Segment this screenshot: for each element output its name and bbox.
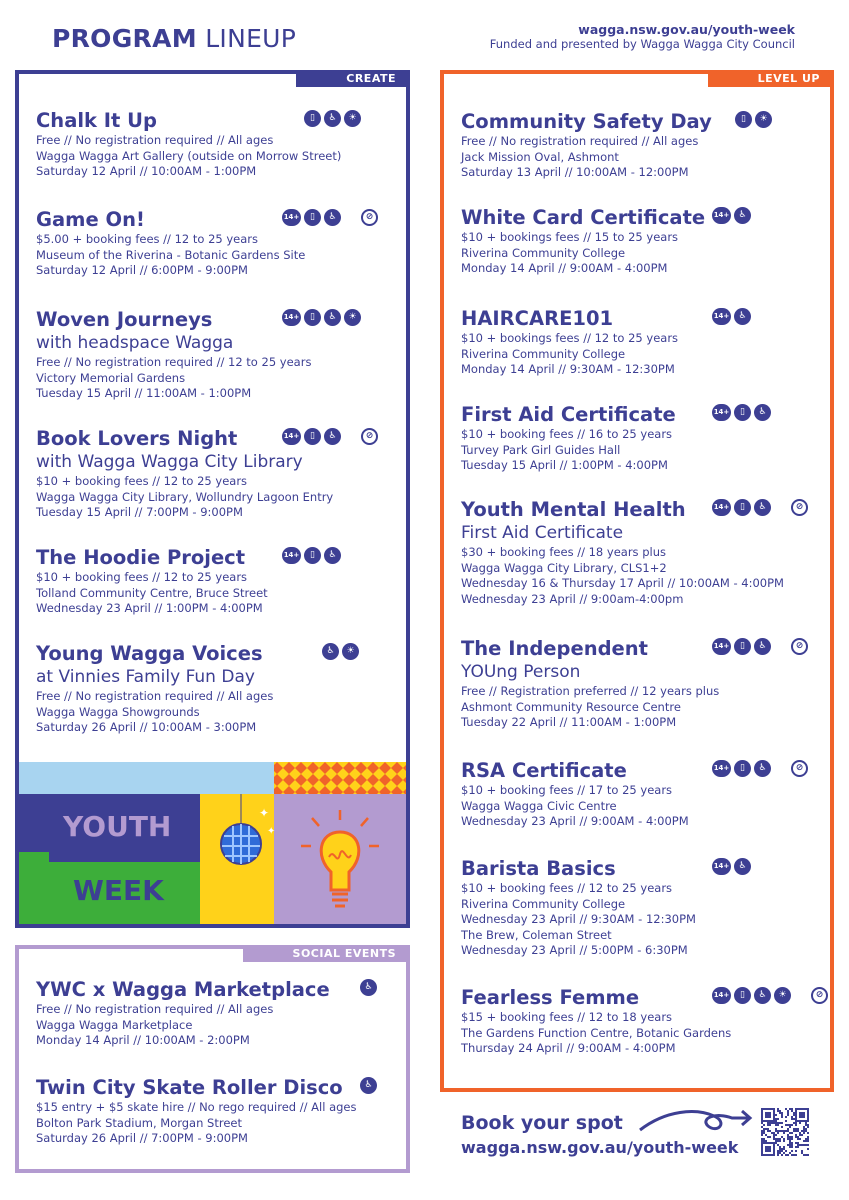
event-detail: Wednesday 23 April // 9:00am-4:00pm: [461, 591, 684, 606]
event-icons: [282, 309, 361, 326]
age-14-icon: 14+: [712, 858, 731, 875]
event-icons: [282, 209, 378, 226]
sun-icon: ☀: [344, 110, 361, 127]
event-detail: Free // No registration required // All ages: [36, 689, 274, 703]
event-detail: $10 + booking fees // 12 to 25 years: [36, 474, 248, 488]
age-14-icon: 14+: [712, 987, 731, 1004]
no-alcohol-icon: ⊘: [791, 760, 808, 777]
header-url[interactable]: wagga.nsw.gov.au/youth-week: [578, 22, 795, 37]
age-14-icon: 14+: [712, 760, 731, 777]
event-detail: Saturday 12 April // 10:00AM - 1:00PM: [36, 164, 257, 178]
qr-code-icon[interactable]: [761, 1108, 809, 1156]
title-light: LINEUP: [205, 24, 297, 53]
event-detail: Turvey Park Girl Guides Hall: [461, 442, 621, 457]
event-detail: $30 + booking fees // 18 years plus: [461, 545, 666, 559]
event-detail: Thursday 24 April // 9:00AM - 4:00PM: [461, 1041, 676, 1055]
event-detail: $5.00 + booking fees // 12 to 25 years: [36, 232, 259, 246]
event-item: [36, 641, 273, 736]
event-detail: Riverina Community College: [461, 346, 626, 361]
book-url[interactable]: wagga.nsw.gov.au/youth-week: [461, 1138, 739, 1157]
event-detail: Monday 14 April // 9:30AM - 12:30PM: [461, 362, 675, 376]
svg-text:✦: ✦: [259, 806, 270, 820]
event-item: [36, 977, 330, 1049]
event-item: [461, 758, 689, 830]
event-detail: $10 + booking fees // 17 to 25 years: [461, 783, 673, 797]
event-icons: [712, 858, 751, 875]
event-title: Game On!: [36, 208, 145, 231]
wheelchair-icon: ♿: [324, 209, 341, 226]
event-detail: Saturday 13 April // 10:00AM - 12:00PM: [461, 165, 689, 179]
event-detail: $10 + booking fees // 12 to 25 years: [461, 881, 673, 895]
event-item: [461, 636, 719, 731]
event-title: Young Wagga Voices: [36, 642, 263, 665]
no-alcohol-icon: ⊘: [361, 209, 378, 226]
event-title: Community Safety Day: [461, 110, 712, 133]
event-subtitle: First Aid Certificate: [461, 523, 624, 543]
event-detail: Wagga Wagga City Library, CLS1+2: [461, 560, 667, 575]
event-icons: [360, 979, 377, 996]
event-subtitle: with headspace Wagga: [36, 333, 234, 353]
event-item: [36, 207, 305, 279]
event-detail: Free // No registration required // 12 to 25 years: [36, 355, 312, 369]
funded-text: Funded and presented by Wagga Wagga City Council: [489, 37, 795, 51]
event-icons: [712, 404, 771, 421]
event-icons: [712, 987, 828, 1004]
event-title: YWC x Wagga Marketplace: [36, 978, 330, 1001]
event-detail: The Gardens Function Centre, Botanic Gardens: [461, 1025, 732, 1040]
event-icons: [712, 499, 808, 516]
wheelchair-icon: ♿: [754, 404, 771, 421]
wheelchair-icon: ♿: [734, 858, 751, 875]
event-detail: Wagga Wagga City Library, Wollundry Lagoon Entry: [36, 489, 334, 504]
wheelchair-icon: ♿: [324, 309, 341, 326]
sun-icon: ☀: [774, 987, 791, 1004]
event-item: [36, 307, 311, 402]
mobile-icon: ▯: [304, 209, 321, 226]
event-detail: Monday 14 April // 9:00AM - 4:00PM: [461, 261, 668, 275]
event-detail: $10 + bookings fees // 12 to 25 years: [461, 331, 679, 345]
event-detail: Wednesday 23 April // 5:00PM - 6:30PM: [461, 943, 688, 957]
wheelchair-icon: ♿: [324, 428, 341, 445]
event-title: HAIRCARE101: [461, 307, 614, 330]
event-detail: Saturday 12 April // 6:00PM - 9:00PM: [36, 263, 248, 277]
event-detail: Wagga Wagga Civic Centre: [461, 798, 617, 813]
event-detail: Wednesday 23 April // 1:00PM - 4:00PM: [36, 601, 263, 615]
event-item: [36, 108, 341, 180]
event-detail: Free // No registration required // All ages: [461, 134, 699, 148]
art-word-youth: YOUTH: [63, 810, 172, 843]
mobile-icon: ▯: [734, 987, 751, 1004]
event-detail: $10 + booking fees // 12 to 25 years: [36, 570, 248, 584]
youth-week-art: [19, 762, 406, 924]
event-item: [36, 545, 268, 617]
event-detail: $15 + booking fees // 12 to 18 years: [461, 1010, 673, 1024]
mobile-icon: ▯: [734, 404, 751, 421]
wheelchair-icon: ♿: [360, 1077, 377, 1094]
icon-spacer: [774, 499, 788, 516]
event-icons: [735, 111, 772, 128]
event-title: White Card Certificate: [461, 206, 706, 229]
event-detail: Riverina Community College: [461, 245, 626, 260]
event-title: Youth Mental Health: [461, 498, 686, 521]
icon-spacer: [774, 760, 788, 777]
age-14-icon: 14+: [712, 308, 731, 325]
event-detail: Saturday 26 April // 10:00AM - 3:00PM: [36, 720, 257, 734]
event-title: Fearless Femme: [461, 986, 640, 1009]
wheelchair-icon: ♿: [754, 760, 771, 777]
event-detail: Free // No registration required // All ages: [36, 1002, 274, 1016]
event-detail: Wagga Wagga Art Gallery (outside on Morrow Street): [36, 148, 342, 163]
wheelchair-icon: ♿: [324, 110, 341, 127]
wheelchair-icon: ♿: [754, 499, 771, 516]
wheelchair-icon: ♿: [754, 987, 771, 1004]
event-title: The Independent: [461, 637, 648, 660]
mobile-icon: ▯: [304, 110, 321, 127]
event-detail: Free // Registration preferred // 12 years plus: [461, 684, 720, 698]
create-tab: CREATE: [296, 70, 410, 87]
age-14-icon: 14+: [282, 209, 301, 226]
wheelchair-icon: ♿: [360, 979, 377, 996]
event-item: [461, 205, 705, 277]
event-detail: Wagga Wagga Marketplace: [36, 1017, 193, 1032]
page-title: [52, 24, 296, 53]
header-info: [490, 22, 795, 52]
age-14-icon: 14+: [712, 207, 731, 224]
mobile-icon: ▯: [734, 638, 751, 655]
event-icons: [282, 547, 341, 564]
icon-spacer: [794, 987, 808, 1004]
social-tab: SOCIAL EVENTS: [243, 945, 410, 962]
event-detail: Monday 14 April // 10:00AM - 2:00PM: [36, 1033, 250, 1047]
icon-spacer: [344, 209, 358, 226]
wheelchair-icon: ♿: [324, 547, 341, 564]
event-detail: Riverina Community College: [461, 896, 626, 911]
event-subtitle: with Wagga Wagga City Library: [36, 452, 303, 472]
svg-text:✦: ✦: [267, 826, 276, 837]
event-detail: Tolland Community Centre, Bruce Street: [36, 585, 268, 600]
age-14-icon: 14+: [712, 404, 731, 421]
mobile-icon: ▯: [734, 499, 751, 516]
event-title: First Aid Certificate: [461, 403, 676, 426]
wheelchair-icon: ♿: [754, 638, 771, 655]
mobile-icon: ▯: [735, 111, 752, 128]
wheelchair-icon: ♿: [734, 207, 751, 224]
mobile-icon: ▯: [304, 428, 321, 445]
event-icons: [712, 760, 808, 777]
sun-icon: ☀: [344, 309, 361, 326]
event-icons: [322, 643, 359, 660]
event-icons: [360, 1077, 377, 1094]
event-icons: [304, 110, 361, 127]
event-icons: [282, 428, 378, 445]
event-detail: Jack Mission Oval, Ashmont: [461, 149, 619, 164]
event-title: Woven Journeys: [36, 308, 213, 331]
event-detail: $10 + bookings fees // 15 to 25 years: [461, 230, 679, 244]
event-item: [461, 856, 696, 959]
event-detail: Wednesday 16 & Thursday 17 April // 10:00AM - 4:00PM: [461, 576, 784, 590]
event-detail: Victory Memorial Gardens: [36, 370, 186, 385]
event-detail: Bolton Park Stadium, Morgan Street: [36, 1115, 242, 1130]
event-subtitle: YOUng Person: [461, 662, 581, 682]
event-item: [461, 306, 678, 378]
event-detail: Saturday 26 April // 7:00PM - 9:00PM: [36, 1131, 248, 1145]
event-title: Barista Basics: [461, 857, 616, 880]
event-detail: Tuesday 15 April // 11:00AM - 1:00PM: [36, 386, 252, 400]
event-subtitle: at Vinnies Family Fun Day: [36, 667, 255, 687]
no-alcohol-icon: ⊘: [811, 987, 828, 1004]
event-detail: Free // No registration required // All ages: [36, 133, 274, 147]
event-icons: [712, 638, 808, 655]
event-detail: Museum of the Riverina - Botanic Gardens Site: [36, 247, 306, 262]
event-detail: Tuesday 15 April // 1:00PM - 4:00PM: [461, 458, 668, 472]
no-alcohol-icon: ⊘: [361, 428, 378, 445]
event-title: Book Lovers Night: [36, 427, 238, 450]
wheelchair-icon: ♿: [322, 643, 339, 660]
icon-spacer: [344, 428, 358, 445]
event-item: [461, 109, 712, 181]
age-14-icon: 14+: [282, 547, 301, 564]
icon-spacer: [774, 638, 788, 655]
event-icons: [712, 207, 751, 224]
levelup-tab: LEVEL UP: [708, 70, 834, 87]
event-title: Chalk It Up: [36, 109, 157, 132]
no-alcohol-icon: ⊘: [791, 638, 808, 655]
event-detail: Tuesday 22 April // 11:00AM - 1:00PM: [461, 715, 677, 729]
event-title: The Hoodie Project: [36, 546, 246, 569]
event-title: Twin City Skate Roller Disco: [36, 1076, 343, 1099]
mobile-icon: ▯: [304, 547, 321, 564]
event-icons: [712, 308, 751, 325]
wheelchair-icon: ♿: [734, 308, 751, 325]
event-detail: Wagga Wagga Showgrounds: [36, 704, 200, 719]
age-14-icon: 14+: [282, 428, 301, 445]
event-detail: Wednesday 23 April // 9:00AM - 4:00PM: [461, 814, 689, 828]
event-detail: Tuesday 15 April // 7:00PM - 9:00PM: [36, 505, 243, 519]
event-detail: Ashmont Community Resource Centre: [461, 699, 681, 714]
event-detail: Wednesday 23 April // 9:30AM - 12:30PM: [461, 912, 696, 926]
art-word-week: WEEK: [73, 874, 164, 907]
event-item: [36, 1075, 356, 1147]
event-item: [461, 985, 731, 1057]
age-14-icon: 14+: [282, 309, 301, 326]
event-detail: The Brew, Coleman Street: [461, 927, 612, 942]
event-detail: $10 + booking fees // 16 to 25 years: [461, 427, 673, 441]
age-14-icon: 14+: [712, 499, 731, 516]
age-14-icon: 14+: [712, 638, 731, 655]
book-title: Book your spot: [461, 1112, 623, 1134]
arrow-icon: [636, 1100, 756, 1140]
sun-icon: ☀: [755, 111, 772, 128]
sun-icon: ☀: [342, 643, 359, 660]
event-title: RSA Certificate: [461, 759, 627, 782]
event-item: [461, 402, 676, 474]
mobile-icon: ▯: [304, 309, 321, 326]
title-bold: PROGRAM: [52, 24, 197, 53]
event-detail: $15 entry + $5 skate hire // No rego required // All ages: [36, 1100, 357, 1114]
no-alcohol-icon: ⊘: [791, 499, 808, 516]
mobile-icon: ▯: [734, 760, 751, 777]
